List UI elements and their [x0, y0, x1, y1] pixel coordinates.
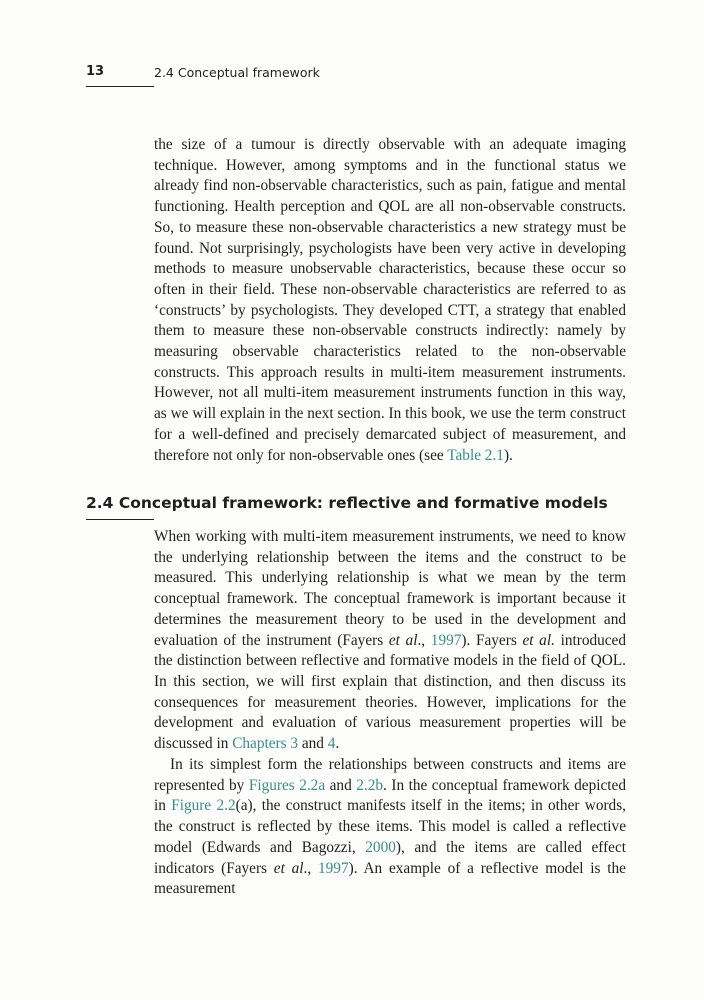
paragraph-text: .,	[417, 631, 431, 649]
section-heading: 2.4 Conceptual framework: reflective and formative models	[86, 494, 608, 512]
paragraph-2	[154, 527, 626, 755]
et-al-italic: et al.	[522, 631, 555, 649]
citation-year-link[interactable]: 2000	[365, 838, 396, 856]
section-rule	[86, 519, 154, 520]
paragraph-text: ). An example of a reflective model is the measurement	[154, 859, 626, 898]
chapter-3-link[interactable]: Chapters 3	[232, 735, 299, 753]
header-rule	[86, 86, 154, 87]
paragraph-text: (a), the construct manifests itself in the items; in other words, the construct is reflected by these items. This model is called a reflective model (Edwards and Bagozzi,	[154, 797, 626, 856]
paragraph-text: and	[298, 735, 328, 753]
table-2-1-link[interactable]: Table 2.1	[447, 446, 504, 464]
paragraph-text: When working with multi-item measurement instruments, we need to know the underlying relationship between the items and the construct to be measured. This underlying relationship is what we mean by the term conceptual framework. The conceptual framework is important because it determines the measurement theory to be used in the development and evaluation of the instrument (Fayers	[154, 528, 626, 649]
running-title: 2.4 Conceptual framework	[154, 65, 320, 80]
citation-year-link[interactable]: 1997	[430, 631, 462, 649]
figure-2-2-link[interactable]: Figure 2.2	[171, 797, 236, 815]
et-al-italic: et al	[388, 631, 418, 649]
citation-year-link[interactable]: 1997	[318, 859, 349, 877]
chapter-4-link[interactable]: 4	[327, 735, 336, 753]
paragraph-1	[154, 135, 626, 466]
paragraph-text: .,	[303, 859, 318, 877]
paragraph-text: In its simplest form the relationships between constructs and items are represented by	[154, 756, 626, 794]
paragraph-text: . In the conceptual framework depicted in	[154, 776, 626, 815]
paragraph-text: ). Fayers	[461, 631, 523, 649]
paragraph-text: ).	[503, 446, 513, 464]
figure-2-2b-link[interactable]: 2.2b	[356, 776, 384, 794]
paragraph-text: the size of a tumour is directly observable with an adequate imaging technique. However, among symptoms and in the functional status we already find non-observable characteristics, such as pain, fatigue and mental functioning. Health perception and QOL are all non-observable constructs. So, to measure these non-observable characteristics a new strategy must be found. Not surprisingly, psychologists have been very active in developing methods to measure unobservable characteristics, because these occur so often in their field. These non-observable characteristics are referred to as ‘constructs’ by psychologists. They developed CTT, a strategy that enabled them to measure these non-observable constructs indirectly: namely by measuring observable characteristics related to the non-observable constructs. This approach results in multi-item measurement instruments. However, not all multi-item measurement instruments function in this way, as we will explain in the next section. In this book, we use the term construct for a well-defined and precisely demarcated subject of measurement, and therefore not only for non-observable ones (see	[154, 136, 626, 464]
paragraph-3	[154, 755, 626, 900]
paragraph-text: .	[335, 735, 340, 753]
figure-2-2a-link[interactable]: Figures 2.2a	[248, 776, 326, 794]
paragraph-text: ), and the items are called effect indicators (Fayers	[154, 838, 627, 877]
et-al-italic: et al	[273, 859, 304, 877]
paragraph-text: introduced the distinction between reflective and formative models in the field of QOL. In this section, we will first explain that distinction, and then discuss its consequences for measurement theories. However, implications for the development and evaluation of various measurement properties will be discussed in	[154, 631, 626, 753]
running-header	[86, 64, 646, 88]
paragraph-text: and	[325, 776, 357, 794]
page-number: 13	[86, 64, 105, 79]
